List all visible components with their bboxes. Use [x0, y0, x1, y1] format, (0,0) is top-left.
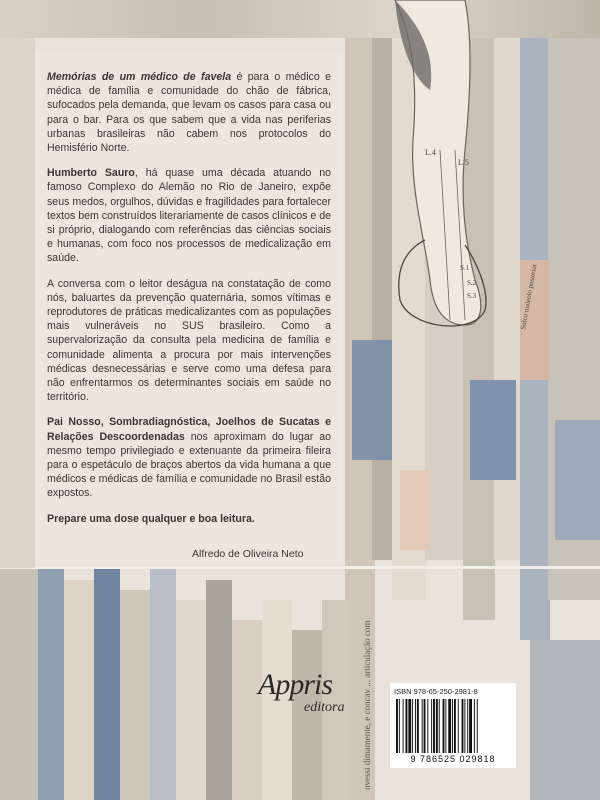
barcode-bar [467, 699, 468, 753]
author-name: Humberto Sauro [47, 167, 135, 180]
collage-strip [0, 38, 35, 568]
barcode-bar [477, 699, 478, 753]
barcode-bar [474, 699, 475, 753]
back-cover-blurb [47, 70, 331, 537]
collage-strip [0, 566, 38, 800]
barcode-bar [448, 699, 451, 753]
collage-strip [94, 566, 120, 800]
collage-strip [555, 420, 600, 540]
barcode-bar [406, 699, 408, 753]
barcode-bar [412, 699, 413, 753]
collage-strip [400, 470, 430, 550]
barcode-bar [433, 699, 435, 753]
collage-strip [352, 340, 392, 460]
blurb-paragraph: Humberto Sauro, há quase uma década atuando no famoso Complexo do Alemão no Rio de Janeiro, expõe seus medos, orgulhos, dúvidas e fragilidades para fortalecer textos bem construídos literariamente de casos clínicos e de si próprio, dialogando com referências das ciências sociais e humanas, com foco nos processos de medicalização em saúde. [47, 167, 331, 265]
blurb-paragraph: A conversa com o leitor deságua na constatação de como nós, baluartes da prevenção quaternária, somos vítimas e reprodutores de práticas medicalizantes com as populações mais vulneráveis no SUS brasileiro. Como a supervalorização da consulta pela medicina de família e comunidade alimenta a procura por mais intervenções médicas desnecessárias e serve como uma defesa para não enfrentarmos os determinantes sociais em saúde no território. [47, 277, 331, 404]
barcode-bars [394, 699, 512, 753]
figure-label: S.2 [467, 279, 477, 287]
collage-strip [38, 566, 64, 800]
book-title: Memórias de um médico de favela [47, 71, 232, 83]
barcode-bar [424, 699, 426, 753]
isbn-label: ISBN 978-65-250-2981-8 [394, 687, 478, 696]
collage-strip [206, 580, 232, 800]
anatomical-foot-sketch [355, 0, 585, 340]
collage-strip [176, 600, 206, 800]
figure-label: L.5 [458, 158, 469, 167]
figure-label: S.1 [460, 264, 470, 272]
barcode-bar [396, 699, 398, 753]
barcode-bar [417, 699, 419, 753]
barcode-bar [422, 699, 423, 753]
barcode-bar [427, 699, 428, 753]
blurb-paragraph: Memórias de um médico de favela é para o médico e médica de família e comunidade do chão de fábrica, sufocados pela demanda, que levam os casos para casa ou para o bar. Para os que sabem que a vida nas periferias urbanas brasileiras não cabem nos protocolos do Hemisfério Norte. [47, 71, 332, 155]
collage-strip [470, 380, 516, 480]
collage-strip [530, 640, 600, 800]
barcode-bar [452, 699, 453, 753]
barcode-bar [403, 699, 404, 753]
barcode-bar [408, 699, 411, 753]
collage-strip [64, 580, 94, 800]
collage-fragment-text: nvessi dimamente, e concav ... articulação com [362, 620, 372, 790]
blurb-paragraph: Pai Nosso, Sombradiagnóstica, Joelhos de Sucatas e Relações Descoordenadas nos aproximam do lugar ao mesmo tempo privilegiado e extenuante da primeira fileira para o espetáculo de braços abertos da vida humana a que médicos e médicas de família e comunidade no Brasil estão expostos. [47, 416, 331, 500]
barcode-bar [415, 699, 416, 753]
barcode-bar [399, 699, 400, 753]
collage-strip [120, 590, 150, 800]
collage-strip [150, 566, 176, 800]
isbn-barcode-box [390, 683, 516, 768]
barcode-bar [443, 699, 445, 753]
publisher-logo [258, 668, 388, 728]
chapter-titles: Pai Nosso, Sombradiagnóstica, Joelhos de Sucatas e Relações Descoordenadas [47, 416, 331, 443]
barcode-bar [439, 699, 440, 753]
publisher-sub: editora [304, 700, 345, 715]
signature: Alfredo de Oliveira Neto [192, 548, 304, 560]
closing-line: Prepare uma dose qualquer e boa leitura. [47, 512, 255, 525]
barcode-bar [469, 699, 472, 753]
barcode-bar [462, 699, 464, 753]
figure-label: L.4 [425, 148, 436, 157]
isbn-number: 9 786525 029818 [410, 754, 496, 764]
barcode-bar [458, 699, 459, 753]
barcode-bar [445, 699, 446, 753]
barcode-bar [436, 699, 438, 753]
barcode-bar [431, 699, 432, 753]
figure-side-text: Sulco maleolo posterior [519, 263, 539, 331]
barcode-bar [464, 699, 465, 753]
figure-label: S.3 [467, 292, 477, 300]
barcode-bar [454, 699, 456, 753]
publisher-name: Appris [258, 668, 333, 701]
